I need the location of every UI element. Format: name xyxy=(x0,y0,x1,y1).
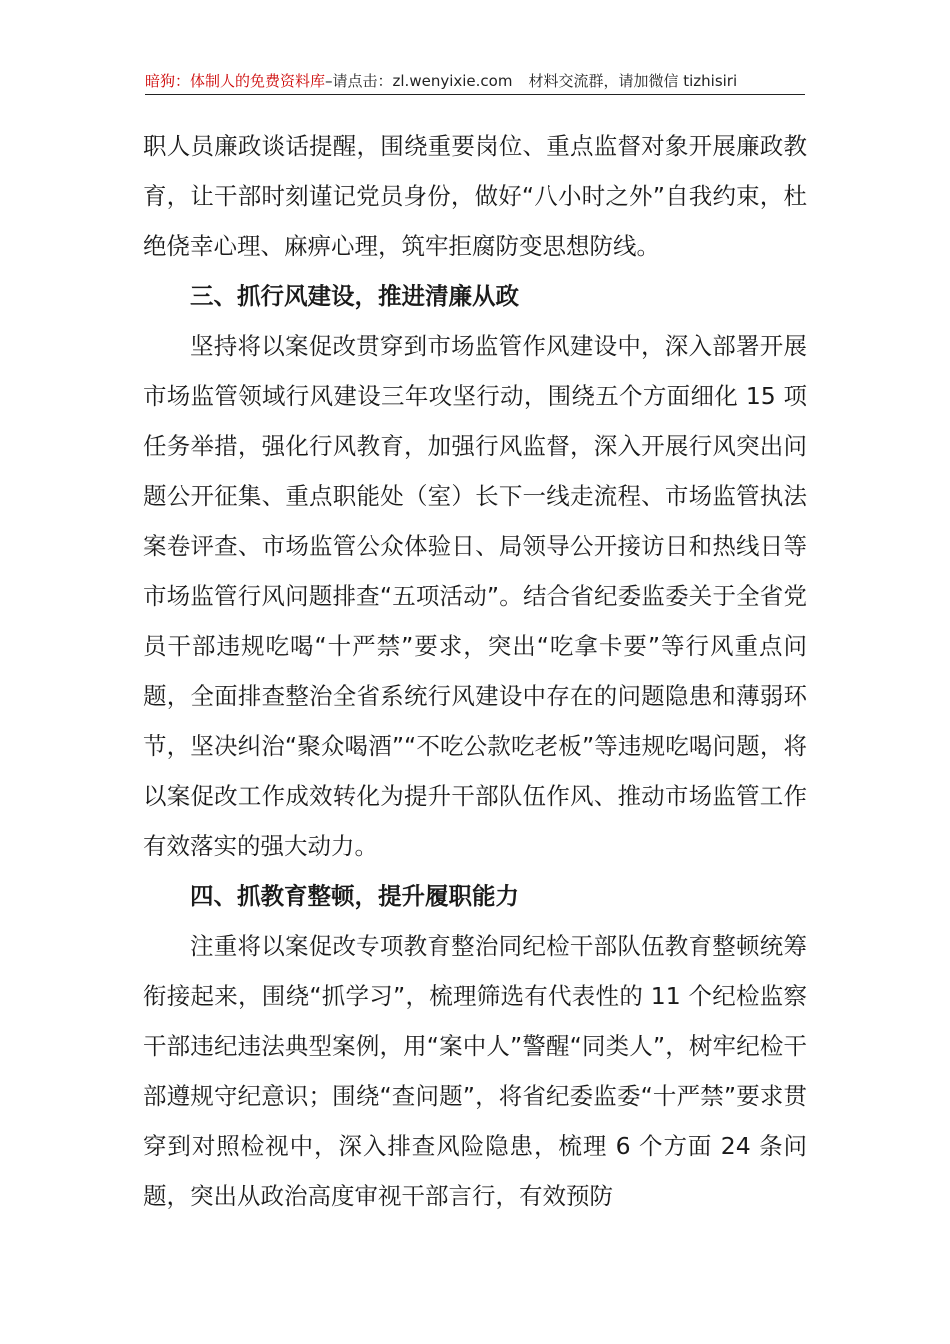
section-4-paragraph: 注重将以案促改专项教育整治同纪检干部队伍教育整顿统筹衔接起来，围绕“抓学习”，梳理筛选有代表性的 11 个纪检监察干部违纪违法典型案例，用“案中人”警醒“同类人”，树牢纪检干部遵规守纪意识；围绕“查问题”，将省纪委监委“十严禁”要求贯穿到对照检视中，深入排查风险隐患，梳理 6 个方面 24 条问题，突出从政治高度审视干部言行，有效预防 xyxy=(143,932,807,1210)
header-brand: 暗狗：体制人的免费资料库 xyxy=(145,72,326,90)
continuation-paragraph: 职人员廉政谈话提醒，围绕重要岗位、重点监督对象开展廉政教育，让干部时刻谨记党员身份，做好“八小时之外”自我约束，杜绝侥幸心理、麻痹心理，筑牢拒腐防变思想防线。 xyxy=(143,132,807,260)
section-4-heading: 四、抓教育整顿，提升履职能力 xyxy=(190,882,519,910)
header-wechat-note: 材料交流群，请加微信 tizhisiri xyxy=(528,72,738,90)
section-3-heading: 三、抓行风建设，推进清廉从政 xyxy=(190,282,519,310)
document-body xyxy=(143,121,807,1221)
page-header xyxy=(145,68,805,95)
header-click-prompt[interactable]: –请点击：zl.wenyixie.com xyxy=(325,72,513,90)
section-3-paragraph: 坚持将以案促改贯穿到市场监管作风建设中，深入部署开展市场监管领域行风建设三年攻坚行动，围绕五个方面细化 15 项任务举措，强化行风教育，加强行风监督，深入开展行风突出问题公开征集、重点职能处（室）长下一线走流程、市场监管执法案卷评查、市场监管公众体验日、局领导公开接访日和热线日等市场监管行风问题排查“五项活动”。结合省纪委监委关于全省党员干部违规吃喝“十严禁”要求，突出“吃拿卡要”等行风重点问题，全面排查整治全省系统行风建设中存在的问题隐患和薄弱环节，坚决纠治“聚众喝酒”“不吃公款吃老板”等违规吃喝问题，将以案促改工作成效转化为提升干部队伍作风、推动市场监管工作有效落实的强大动力。 xyxy=(143,332,807,860)
